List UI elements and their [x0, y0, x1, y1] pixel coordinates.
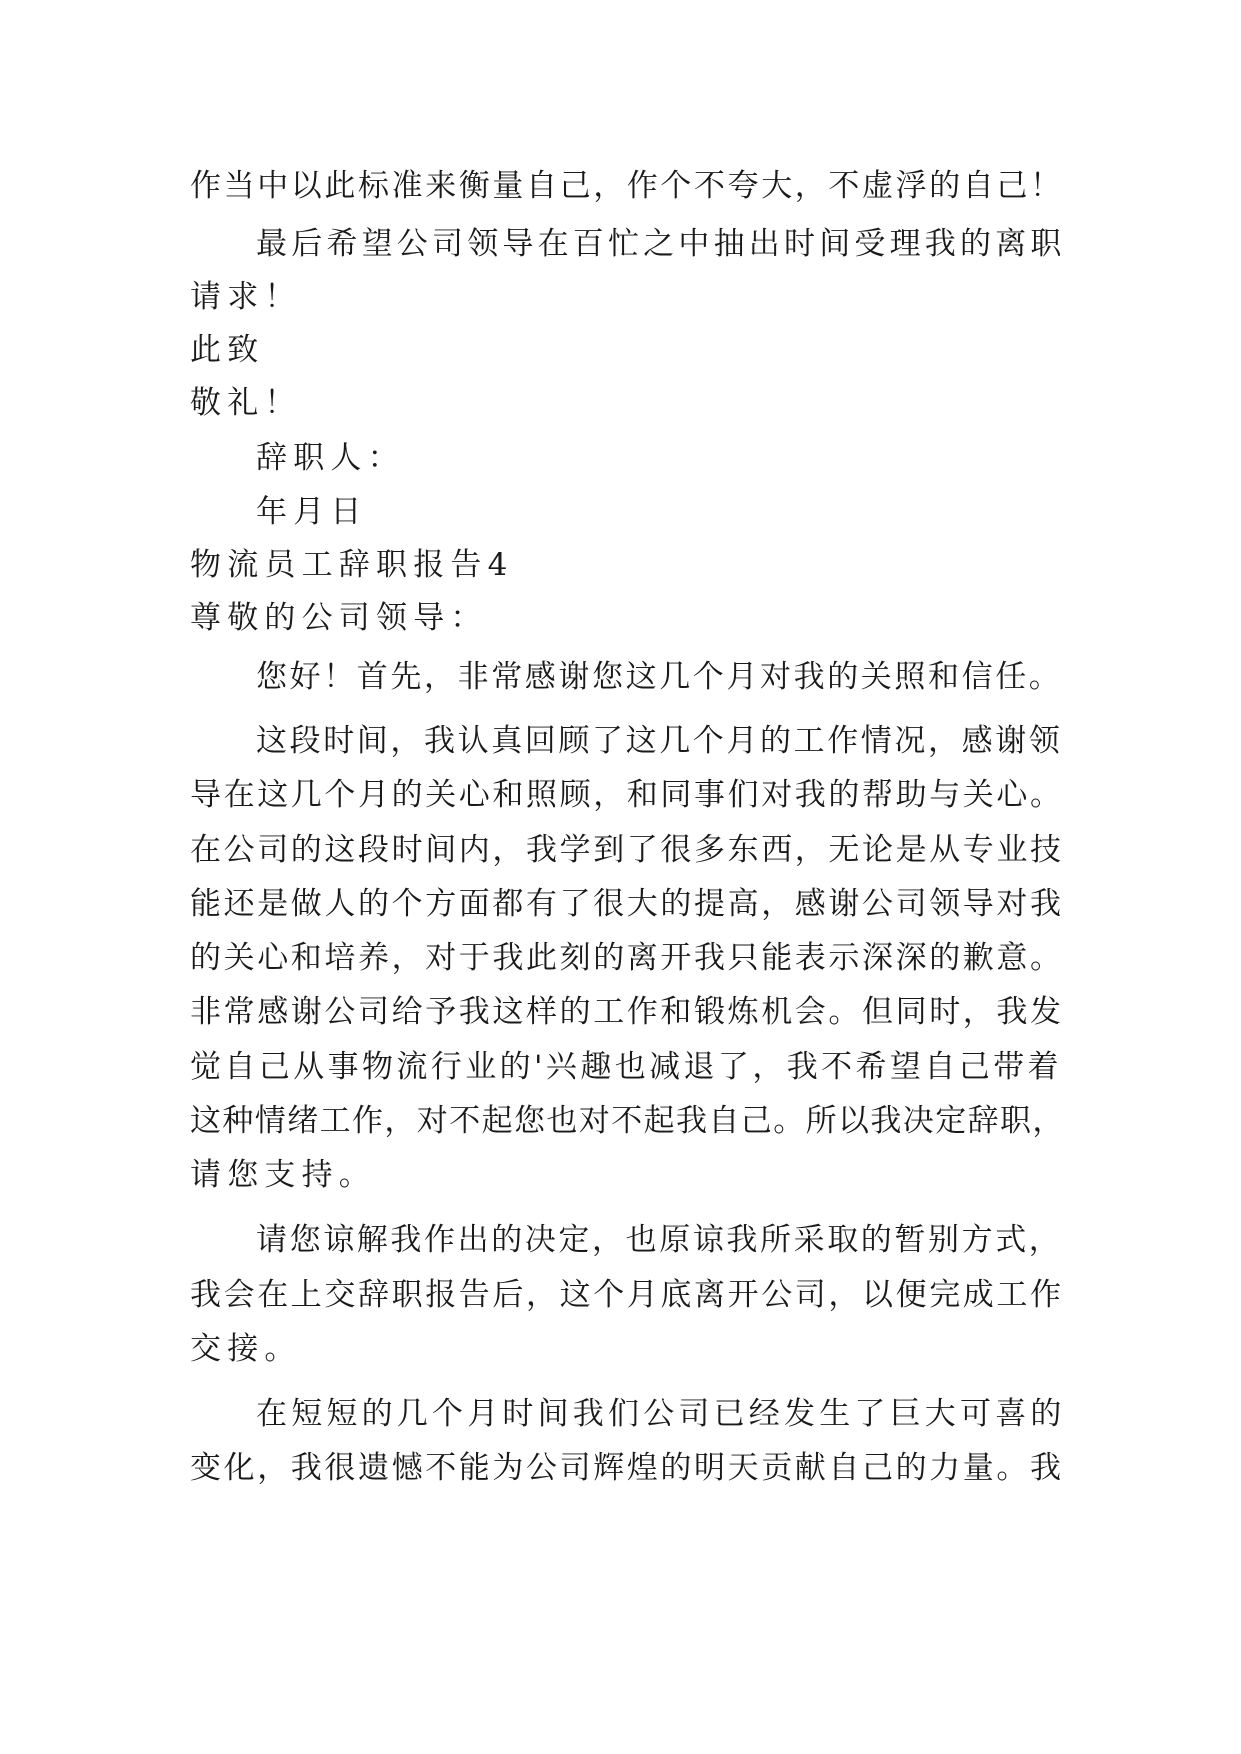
- text-line: 请您支持。: [190, 1157, 376, 1193]
- text-line: 作当中以此标准来衡量自己，作个不夸大，不虚浮的自己！: [190, 168, 1064, 204]
- closing-line: 此致: [190, 332, 265, 368]
- text-line: 变化，我很遗憾不能为公司辉煌的明天贡献自己的力量。我: [190, 1450, 1064, 1486]
- text-line: 请求！: [190, 279, 302, 315]
- text-line: 觉自己从事物流行业的'兴趣也减退了，我不希望自己带着: [190, 1049, 1062, 1085]
- paragraph-line: 最后希望公司领导在百忙之中抽出时间受理我的离职: [256, 226, 1066, 262]
- section-title: 物流员工辞职报告4: [190, 547, 514, 583]
- text-line: 这种情绪工作，对不起您也对不起我自己。所以我决定辞职，: [190, 1103, 1065, 1139]
- paragraph-line: 在短短的几个月时间我们公司已经发生了巨大可喜的: [256, 1396, 1066, 1432]
- paragraph-line: 您好！首先，非常感谢您这几个月对我的关照和信任。: [256, 659, 1063, 695]
- text-line: 在公司的这段时间内，我学到了很多东西，无论是从专业技: [190, 832, 1064, 868]
- salutation: 尊敬的公司领导：: [190, 600, 488, 636]
- text-line: 交接。: [190, 1331, 302, 1367]
- closing-line: 敬礼！: [190, 385, 302, 421]
- paragraph-line: 请您谅解我作出的决定，也原谅我所采取的暂别方式，: [256, 1222, 1063, 1258]
- paragraph-line: 这段时间，我认真回顾了这几个月的工作情况，感谢领: [256, 723, 1063, 759]
- text-line: 的关心和培养，对于我此刻的离开我只能表示深深的歉意。: [190, 940, 1064, 976]
- signature-line: 辞职人：: [256, 440, 405, 476]
- date-line: 年月日: [256, 494, 368, 530]
- text-line: 非常感谢公司给予我这样的工作和锻炼机会。但同时，我发: [190, 994, 1064, 1030]
- text-line: 我会在上交辞职报告后，这个月底离开公司，以便完成工作: [190, 1277, 1064, 1313]
- text-line: 能还是做人的个方面都有了很大的提高，感谢公司领导对我: [190, 886, 1064, 922]
- text-line: 导在这几个月的关心和照顾，和同事们对我的帮助与关心。: [190, 777, 1064, 813]
